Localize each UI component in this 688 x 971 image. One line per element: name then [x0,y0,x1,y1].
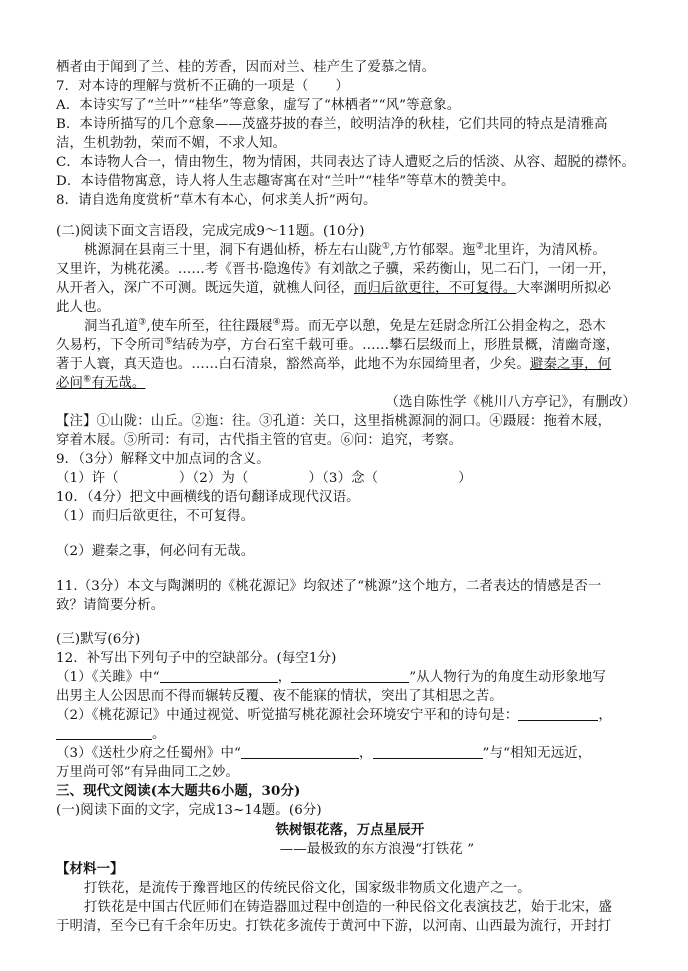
option-a: A．本诗实写了“兰叶”“桂华”等意象，虚写了“林栖者”“风”等意象。 [56,98,461,113]
passage-line [84,317,644,336]
passage-text: 焉。而无亭以憩，免是左廷尉念所江公捐金构之，恐木 [280,319,606,334]
answer-blank[interactable] [291,669,409,683]
fill-blank-1: （1）《关雎》中“ ， ”从人物行为的角度生动形象地写 [56,670,606,685]
question-10-item-2: （2）避秦之事，何必问有无哉。 [56,544,255,559]
answer-blank[interactable] [160,669,278,683]
item-label: ）（2）为（ [178,471,249,486]
section-heading: (二)阅读下面文言语段，完成完成9～11题。(10分) [56,224,365,239]
passage-text: 桃源洞在县南三十里，洞下有遇仙桥，桥左右山陇 [84,243,382,258]
fill-blank-1-cont: 出男主人公因思而不得而辗转反覆、夜不能寐的情状，突出了其相思之苦。 [56,689,503,704]
note-mark: ③ [138,317,147,328]
passage-text: 久易朽，下令所司 [56,338,165,353]
question-11-cont: 致？请简要分析。 [56,598,165,613]
passage-line: 又里许，为桃花溪。……考《晋书·隐逸传》有刘歆之子骥，采药衡山，见二石门，一闭一开， [56,262,616,277]
option-b: B．本诗所描写的几个意象——茂盛芬披的春兰，皎明洁净的秋桂，它们共同的特点是清雅高 [56,117,608,132]
underlined-sentence: 必问⑥有无哉。 [56,374,146,391]
question-10: 10．（4分）把文中画横线的语句翻译成现代汉语。 [56,490,360,505]
passage-text: 洞当孔道 [84,319,139,334]
passage-line [56,336,644,355]
passage-line [56,355,644,374]
fill-blank-3: （3）《送杜少府之任蜀州》中“ ， ”与“相知无远近， [56,746,592,761]
option-b-cont: 洁，生机勃勃，荣而不媚，不求人知。 [56,136,287,151]
underlined-sentence: 避秦之事，何 [529,357,612,372]
note-mark: ⑤ [164,336,173,347]
article-subtitle: ——最极致的东方浪漫“打铁花 ” [279,842,475,857]
option-c: C．本诗物人合一，情由物生，物为情困，共同表达了诗人遭贬之后的恬淡、从容、超脱的襟怀。 [56,155,636,170]
question-11: 11.（3分）本文与陶渊明的《桃花源记》均叙述了“桃源”这个地方，二者表达的情感是否一 [56,579,602,594]
option-d: D．本诗借物寓意，诗人将人生志趣寄寓在对“兰叶”“桂华”等草木的赞美中。 [56,174,515,189]
passage-line [56,374,644,393]
note-mark: ① [381,241,391,252]
passage-line: 此人也。 [56,300,111,315]
question-9-items [56,469,644,488]
passage-text: 从开者入，深广不可测。既远失道，就樵人问径， [56,281,354,296]
passage-text: 著于人寰，真天造也。……白石清泉，豁然高举，此地不为东园绮里者，少矣。 [56,357,530,372]
source-citation: （选自陈性学《桃川八方亭记》，有删改） [385,395,636,410]
notes: 【注】①山陇：山丘。②迤：往。③孔道：关口，这里指桃源洞的洞口。④蹑屐：拖着木屐， [56,414,612,429]
question-8: 8．请自选角度赏析“草木有本心，何求美人折”两句。 [56,193,377,208]
question-9: 9．（3分）解释文中加点词的含义。 [56,452,270,467]
material-text: 打铁花，是流传于豫晋地区的传统民俗文化，国家级非物质文化遗产之一。 [84,881,531,896]
article-title: 铁树银花落，万点星辰开 [275,822,425,838]
note-mark: ② [475,241,484,252]
answer-blank[interactable] [518,707,598,721]
section-heading: 三、现代文阅读(本大题共6小题，30分) [56,783,301,799]
section-heading: (三)默写(6分) [56,632,141,647]
underlined-sentence: 而归后欲更往，不可复得。 [353,281,517,296]
item-label: ） [458,471,472,486]
passage-text: 结砖为亭，方台石室千载可垂。……攀石层级而上，形胜景概，清幽奇邃， [172,338,620,353]
item-label: （1）许（ [56,471,119,486]
passage-text: 大率渊明所拟必 [516,281,612,296]
material-label: 【材料一】 [56,861,124,877]
passage-text: ,方竹郁翠。迤 [390,243,476,258]
answer-blank[interactable] [373,745,483,759]
question-7: 7．对本诗的理解与赏析不正确的一项是（ ） [56,79,350,94]
question-12: 12．补写出下列句子中的空缺部分。(每空1分) [56,651,337,666]
fill-blank-3-cont: 万里尚可邻”有异曲同工之妙。 [56,765,240,780]
text-line: 栖者由于闻到了兰、桂的芳香，因而对兰、桂产生了爱慕之情。 [56,60,436,75]
sub-section-heading: (一)阅读下面的文字，完成13~14题。(6分) [56,803,322,818]
passage-line [84,241,644,260]
question-10-item-1: （1）而归后欲更往，不可复得。 [56,509,255,524]
fill-blank-2-cont: 。 [56,725,644,744]
item-label: ）（3）念（ [308,471,379,486]
note-mark: ④ [272,317,281,328]
answer-blank[interactable] [56,726,152,740]
passage-text: ,使车所至，往往蹑屐 [146,319,273,334]
passage-line [56,279,644,298]
notes-cont: 穿着木屐。⑤所司：有司，古代指主管的官吏。⑥问：追究，考察。 [56,433,463,448]
answer-blank[interactable] [241,745,359,759]
material-text: 于明清，至今已有千余年历史。打铁花多流传于黄河中下游，以河南、山西最为流行，开封打 [56,919,612,934]
material-text: 打铁花是中国古代匠师们在铸造器皿过程中创造的一种民俗文化表演技艺，始于北宋，盛 [84,900,613,915]
passage-text: 北里许，为清风桥。 [484,243,606,258]
fill-blank-2: （2）《桃花源记》中通过视觉、听觉描写桃花源社会环境安宁平和的诗句是： ， [56,708,612,723]
